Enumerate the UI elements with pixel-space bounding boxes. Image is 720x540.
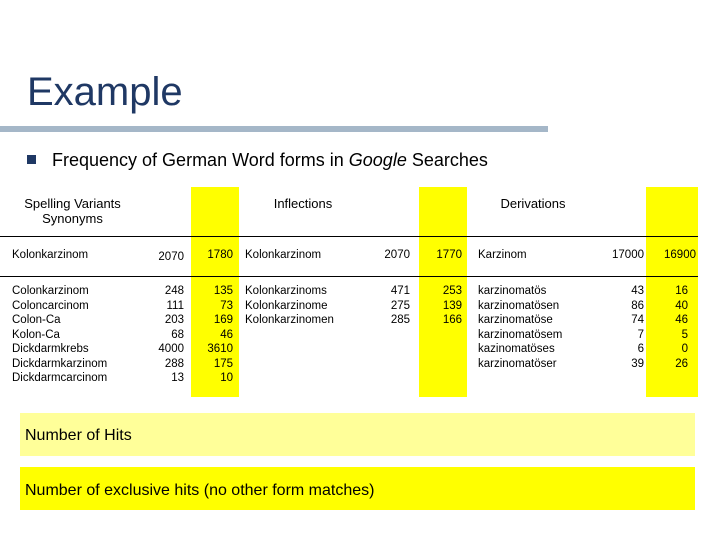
row1-spelling-term: Kolonkarzinom (12, 249, 89, 261)
row2-inflection-hits: 471 275 285 (390, 285, 410, 326)
bullet-prefix: Frequency of German Word forms in (52, 150, 349, 170)
slide-title: Example (27, 70, 183, 114)
square-bullet-icon (27, 155, 36, 164)
row1-inflection-exclusive: 1770 (436, 249, 462, 261)
row1-inflection-hits: 2070 (384, 249, 410, 261)
row2-inflection-terms: Kolonkarzinoms Kolonkarzinome Kolonkarzinomen (245, 285, 334, 326)
row-divider-top (0, 236, 698, 237)
row2-derivation-exclusive: 16 40 46 5 0 26 (675, 285, 688, 370)
title-underline (0, 126, 548, 132)
header-inflections: Inflections (273, 196, 333, 211)
row1-spelling-hits: 2070 (158, 251, 184, 263)
header-spelling-variants: Spelling Variants Synonyms (24, 196, 121, 226)
row1-derivation-term: Karzinom (478, 249, 527, 261)
row1-spelling-exclusive: 1780 (207, 249, 233, 261)
row2-inflection-exclusive: 253 139 166 (442, 285, 462, 326)
row2-derivation-terms: karzinomatös karzinomatösen karzinomatöse karzinomatösem kazinomatöses karzinomatöser (478, 285, 563, 370)
bullet-suffix: Searches (406, 150, 488, 170)
legend-label-hits: Number of Hits (25, 427, 132, 444)
row2-spelling-terms: Colonkarzinom Coloncarcinom Colon-Ca Kolon-Ca Dickdarmkrebs Dickdarmkarzinom Dickdarmcarcinom (12, 285, 108, 384)
row2-spelling-exclusive: 135 73 169 46 3610 175 10 (207, 285, 233, 384)
legend-label-exclusive: Number of exclusive hits (no other form matches) (25, 482, 375, 499)
row2-derivation-hits: 43 86 74 7 6 39 (631, 285, 644, 370)
row1-derivation-hits: 17000 (612, 249, 644, 261)
bullet-text (52, 150, 488, 171)
row2-spelling-hits: 248 111 203 68 4000 288 13 (158, 285, 184, 384)
row-divider-middle (0, 276, 698, 277)
row1-inflection-term: Kolonkarzinom (245, 249, 322, 261)
row1-derivation-exclusive: 16900 (664, 249, 696, 261)
bullet-emphasis: Google (348, 150, 407, 170)
header-derivations: Derivations (500, 196, 566, 211)
